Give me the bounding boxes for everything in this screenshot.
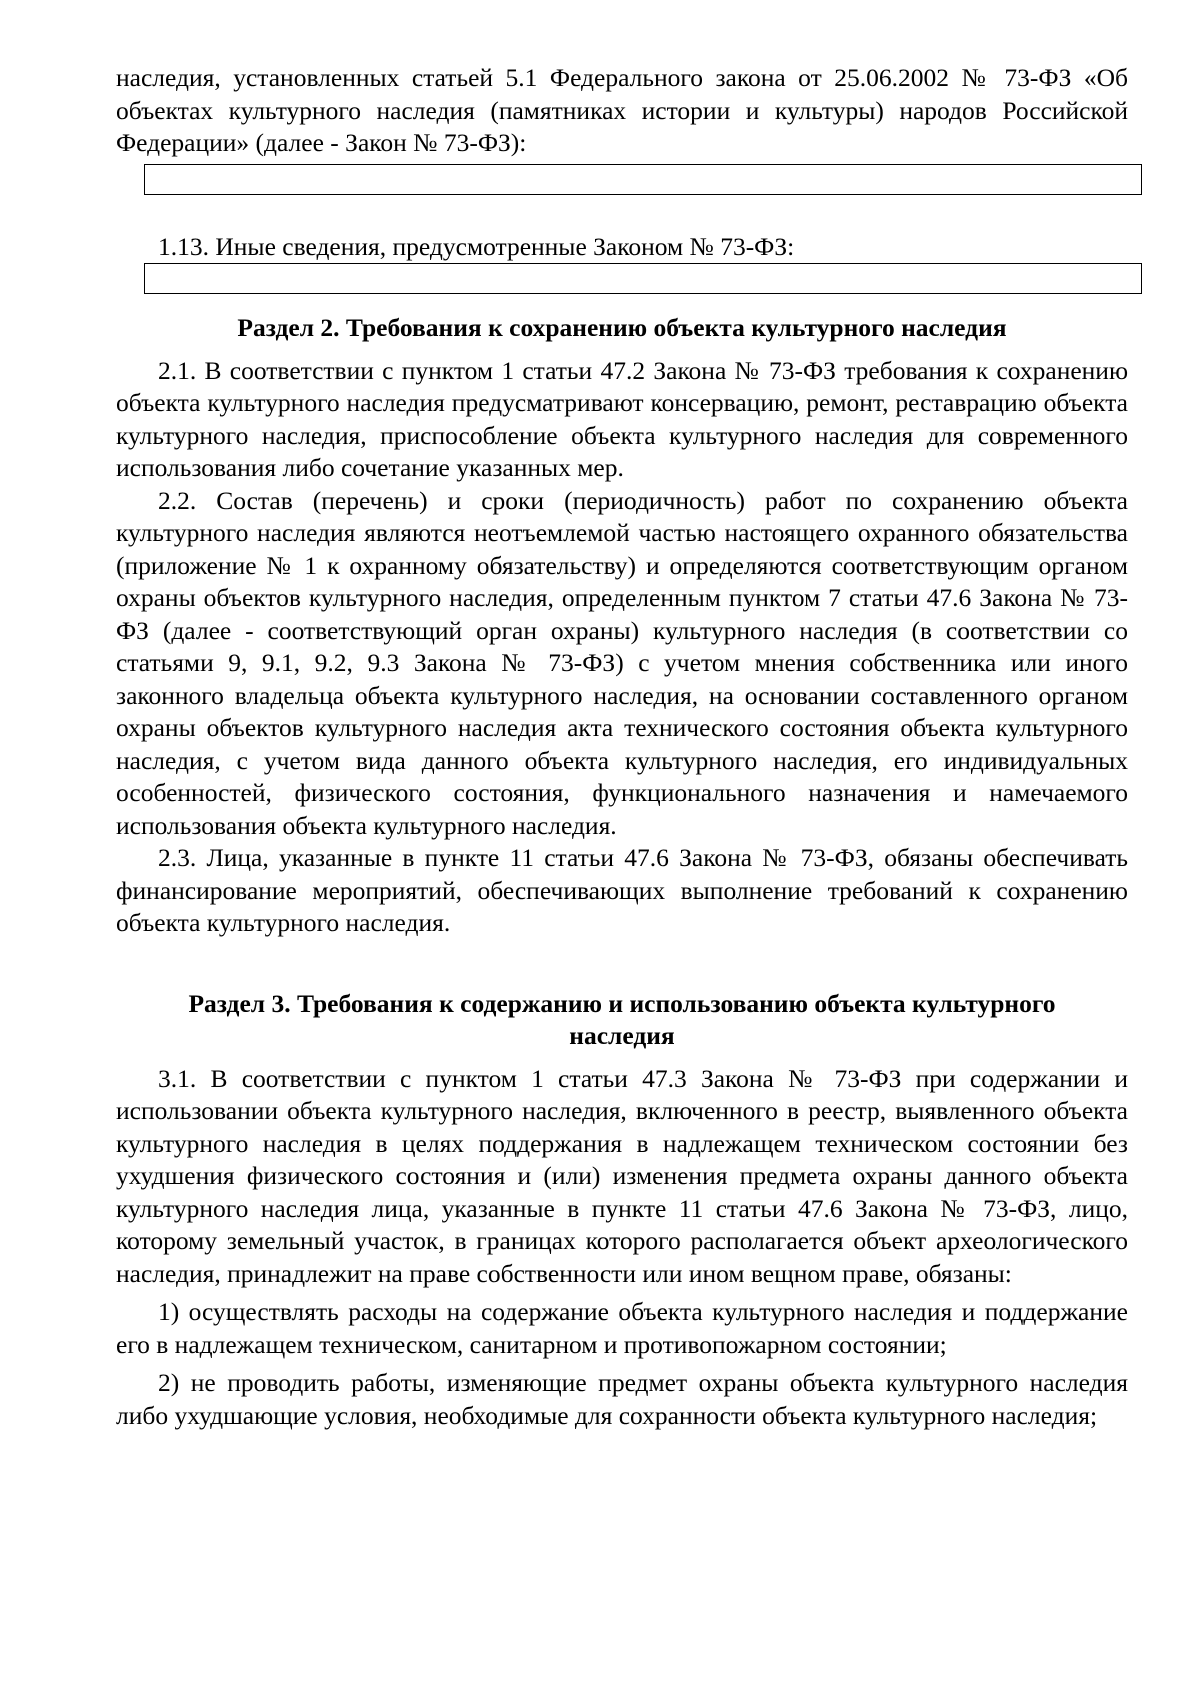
section-2-heading: Раздел 2. Требования к сохранению объекта культурного наследия: [237, 313, 1007, 342]
info-field-box-1: [144, 164, 1142, 195]
section-3-heading: Раздел 3. Требования к содержанию и использованию объекта культурного наследия: [188, 988, 1056, 1050]
paragraph-3-1: 3.1. В соответствии с пунктом 1 статьи 47.3 Закона № 73-ФЗ при содержании и использовании объекта культурного наследия, включенного в реестр, выявленного объекта культурного наследия в целях поддержания в надлежащем техническом состоянии без ухудшения физического состояния и (или) изменения предмета охраны данного объекта культурного наследия лица, указанные в пункте 11 статьи 47.6 Закона № 73-ФЗ, лицо, которому земельный участок, в границах которого располагается объект археологического наследия, принадлежит на праве собственности или ином вещном праве, обязаны:: [116, 1063, 1128, 1288]
item-1-13: 1.13. Иные сведения, предусмотренные Законом № 73-ФЗ:: [158, 231, 795, 261]
paragraph-2-2: 2.2. Состав (перечень) и сроки (периодичность) работ по сохранению объекта культурного наследия являются неотъемлемой частью настоящего охранного обязательства (приложение № 1 к охранному обязательству) и определяются соответствующим органом охраны объектов культурного наследия, определенным пунктом 7 статьи 47.6 Закона № 73-ФЗ (далее - соответствующий орган охраны) культурного наследия (в соответствии со статьями 9, 9.1, 9.2, 9.3 Закона № 73-ФЗ) с учетом мнения собственника или иного законного владельца объекта культурного наследия, на основании составленного органом охраны объектов культурного наследия акта технического состояния объекта культурного наследия, с учетом вида данного объекта культурного наследия, его индивидуальных особенностей, физического состояния, функционального назначения и намечаемого использования объекта культурного наследия.: [116, 485, 1128, 840]
paragraph-2-3: 2.3. Лица, указанные в пункте 11 статьи 47.6 Закона № 73-ФЗ, обязаны обеспечивать финансирование мероприятий, обеспечивающих выполнение требований к сохранению объекта культурного наследия.: [116, 843, 1128, 937]
document-page: [116, 62, 1128, 1432]
list-item-2: 2) не проводить работы, изменяющие предмет охраны объекта культурного наследия либо ухудшающие условия, необходимые для сохранности объекта культурного наследия;: [116, 1368, 1128, 1430]
intro-paragraph: наследия, установленных статьей 5.1 Федерального закона от 25.06.2002 № 73-ФЗ «Об объектах культурного наследия (памятниках истории и культуры) народов Российской Федерации» (далее - Закон № 73-ФЗ):: [116, 63, 1128, 157]
paragraph-2-1: 2.1. В соответствии с пунктом 1 статьи 47.2 Закона № 73-ФЗ требования к сохранению объекта культурного наследия предусматривают консервацию, ремонт, реставрацию объекта культурного наследия, приспособление объекта культурного наследия для современного использования либо сочетание указанных мер.: [116, 355, 1128, 482]
list-item-1: 1) осуществлять расходы на содержание объекта культурного наследия и поддержание его в надлежащем техническом, санитарном и противопожарном состоянии;: [116, 1297, 1128, 1359]
info-field-box-2: [144, 263, 1142, 294]
